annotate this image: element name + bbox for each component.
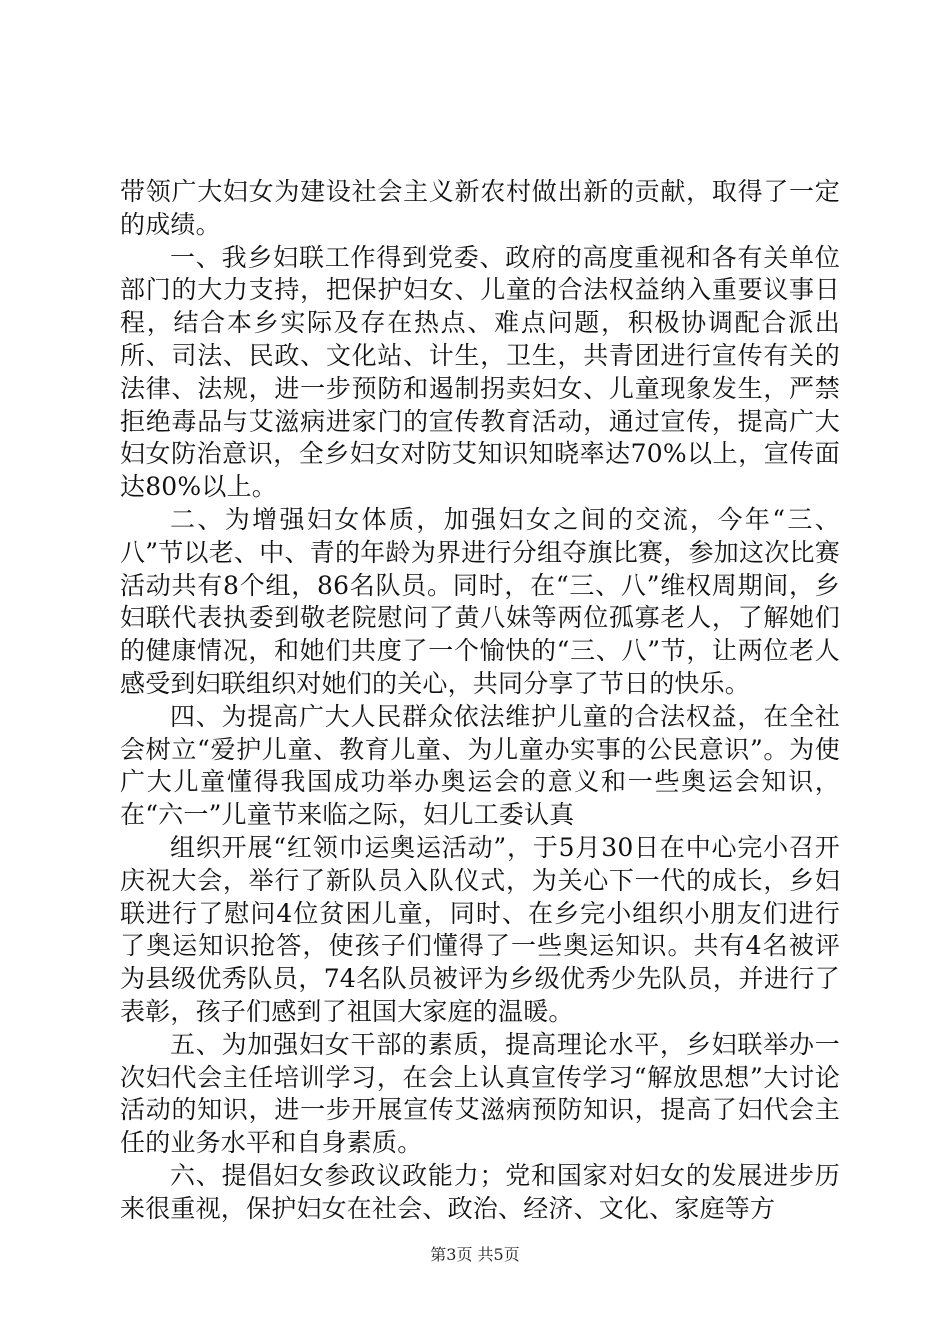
paragraph: 五、为加强妇女干部的素质，提高理论水平，乡妇联举办一次妇代会主任培训学习，在会上认真宣传学习“解放思想”大讨论活动的知识，进一步开展宣传艾滋病预防知识，提高了妇代会主任的业务水平和自身素质。 xyxy=(120,1029,840,1158)
document-body xyxy=(120,176,840,1226)
paragraph: 一、我乡妇联工作得到党委、政府的高度重视和各有关单位部门的大力支持，把保护妇女、儿童的合法权益纳入重要议事日程，结合本乡实际及存在热点、难点问题，积极协调配合派出所、司法、民政、文化站、计生，卫生，共青团进行宣传有关的法律、法规，进一步预防和遏制拐卖妇女、儿童现象发生，严禁拒绝毒品与艾滋病进家门的宣传教育活动，通过宣传，提高广大妇女防治意识，全乡妇女对防艾知识知晓率达70%以上，宣传面达80%以上。 xyxy=(120,242,840,502)
paragraph: 带领广大妇女为建设社会主义新农村做出新的贡献，取得了一定的成绩。 xyxy=(120,177,840,239)
paragraph: 六、提倡妇女参政议政能力；党和国家对妇女的发展进步历来很重视，保护妇女在社会、政治、经济、文化、家庭等方 xyxy=(120,1160,840,1223)
page-number-footer: 第3页 共5页 xyxy=(430,1245,520,1264)
paragraph: 四、为提高广大人民群众依法维护儿童的合法权益，在全社会树立“爱护儿童、教育儿童、为儿童办实事的公民意识”。为使广大儿童懂得我国成功举办奥运会的意义和一些奥运会知识，在“六一”儿童节来临之际，妇儿工委认真 xyxy=(120,701,840,830)
paragraph: 二、为增强妇女体质，加强妇女之间的交流，今年“三、八”节以老、中、青的年龄为界进行分组夺旗比赛，参加这次比赛活动共有8个组，86名队员。同时，在“三、八”维权周期间，乡妇联代表执委到敬老院慰问了黄八妹等两位孤寡老人，了解她们的健康情况，和她们共度了一个愉快的“三、八”节，让两位老人感受到妇联组织对她们的关心，共同分享了节日的快乐。 xyxy=(120,504,840,698)
paragraph: 组织开展“红领巾运奥运活动”，于5月30日在中心完小召开庆祝大会，举行了新队员入队仪式，为关心下一代的成长，乡妇联进行了慰问4位贫困儿童，同时、在乡完小组织小朋友们进行了奥运知识抢答，使孩子们懂得了一些奥运知识。共有4名被评为县级优秀队员，74名队员被评为乡级优秀少先队员，并进行了表彰，孩子们感到了祖国大家庭的温暖。 xyxy=(120,832,840,1026)
